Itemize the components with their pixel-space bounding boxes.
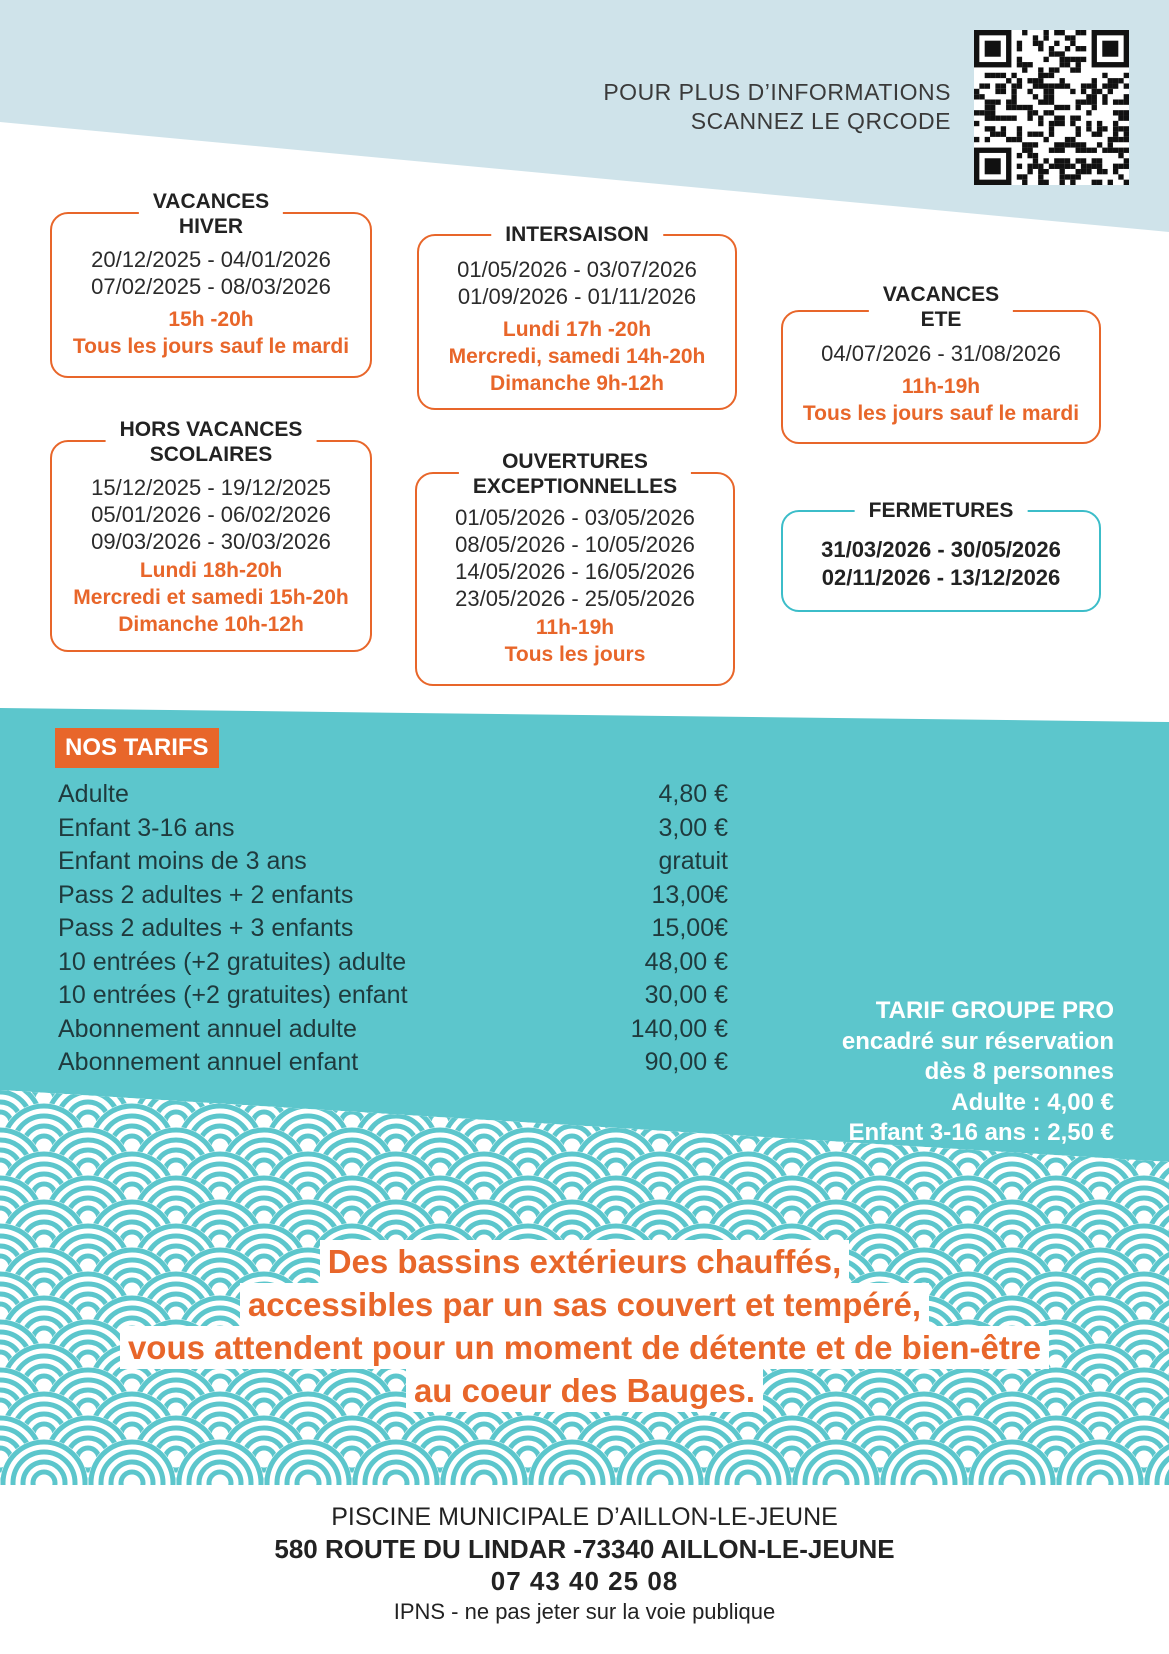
qr-code-icon[interactable] — [974, 30, 1129, 185]
price-row — [58, 1046, 728, 1080]
groupe-title: TARIF GROUPE PRO — [875, 997, 1114, 1024]
period-title-line-2: ETE — [920, 308, 962, 331]
hours-line: Tous les jours sauf le mardi — [72, 335, 350, 358]
groupe-line: Enfant 3-16 ans : 2,50 € — [848, 1119, 1114, 1146]
price-label: Enfant moins de 3 ans — [58, 847, 307, 875]
price-label: Adulte — [58, 780, 129, 808]
hours-line: 11h-19h — [535, 616, 615, 639]
period-ouvertures-exceptionnelles — [415, 450, 735, 686]
price-label: 10 entrées (+2 gratuites) enfant — [58, 981, 408, 1009]
hours-line: Mercredi, samedi 14h-20h — [448, 345, 706, 368]
price-value: 48,00 € — [644, 947, 728, 976]
price-label: Abonnement annuel enfant — [58, 1048, 359, 1076]
date-range: 01/09/2026 - 01/11/2026 — [457, 284, 697, 309]
price-row — [58, 946, 728, 980]
groupe-line: encadré sur réservation — [841, 1027, 1114, 1055]
qr-info-line-1: POUR PLUS D’INFORMATIONS — [603, 79, 951, 105]
period-hours — [419, 316, 735, 397]
price-value: 4,80 € — [658, 780, 728, 808]
price-row — [58, 1013, 728, 1047]
period-title — [459, 449, 691, 499]
date-range: 14/05/2026 - 16/05/2026 — [455, 559, 695, 584]
slogan — [0, 1240, 1169, 1412]
hours-line: 11h-19h — [901, 375, 981, 398]
tarifs-label: NOS TARIFS — [55, 728, 219, 768]
period-title — [869, 282, 1013, 332]
period-hours — [52, 557, 370, 638]
period-hors-vacances — [50, 418, 372, 652]
footer-address: 580 ROUTE DU LINDAR -73340 AILLON-LE-JEUNE — [274, 1534, 895, 1564]
price-label: 10 entrées (+2 gratuites) adulte — [58, 947, 407, 976]
period-title-line-1: OUVERTURES — [502, 450, 648, 473]
date-range: 07/02/2025 - 08/03/2026 — [91, 274, 331, 299]
period-hours — [417, 614, 733, 668]
price-value: 15,00€ — [651, 914, 728, 942]
date-range: 23/05/2026 - 25/05/2026 — [455, 586, 695, 611]
period-title-line-1: FERMETURES — [868, 499, 1014, 522]
price-value: 3,00 € — [658, 813, 728, 842]
hours-line: Tous les jours — [504, 643, 646, 666]
period-title-line-1: VACANCES — [152, 190, 270, 213]
price-value: 140,00 € — [630, 1014, 728, 1043]
qr-info-text — [603, 78, 951, 136]
period-title-line-2: EXCEPTIONNELLES — [472, 475, 678, 498]
period-title — [139, 189, 283, 239]
period-intersaison — [417, 223, 737, 410]
date-range: 15/12/2025 - 19/12/2025 — [91, 475, 331, 500]
date-range: 20/12/2025 - 04/01/2026 — [91, 247, 331, 272]
period-dates — [52, 474, 370, 555]
date-range: 08/05/2026 - 10/05/2026 — [455, 532, 695, 557]
date-range: 09/03/2026 - 30/03/2026 — [91, 529, 331, 554]
price-row — [58, 812, 728, 846]
hours-line: 15h -20h — [168, 308, 254, 331]
slogan-line: Des bassins extérieurs chauffés, — [320, 1240, 850, 1283]
period-title-line-1: HORS VACANCES — [119, 418, 303, 441]
period-fermetures — [781, 499, 1101, 612]
closure-dates — [783, 536, 1099, 592]
price-row — [58, 879, 728, 913]
period-dates — [417, 504, 733, 612]
price-list — [58, 778, 728, 1080]
price-value: 13,00€ — [651, 880, 728, 909]
period-vacances-ete — [781, 283, 1101, 444]
period-title — [855, 498, 1028, 523]
qr-info-line-2: SCANNEZ LE QRCODE — [690, 108, 951, 134]
period-hours — [783, 373, 1099, 427]
price-label: Abonnement annuel adulte — [58, 1014, 357, 1043]
price-value: 90,00 € — [644, 1048, 728, 1076]
price-row — [58, 979, 728, 1013]
period-title-line-1: INTERSAISON — [505, 223, 649, 246]
tarif-groupe-pro — [842, 996, 1114, 1149]
period-dates — [52, 246, 370, 300]
slogan-line: accessibles par un sas couvert et tempéré, — [240, 1283, 929, 1326]
period-title — [106, 417, 317, 467]
date-range: 01/05/2026 - 03/07/2026 — [457, 257, 697, 282]
groupe-line: dès 8 personnes — [924, 1058, 1114, 1085]
slogan-line: au coeur des Bauges. — [406, 1369, 763, 1412]
price-label: Pass 2 adultes + 3 enfants — [58, 914, 354, 942]
price-label: Enfant 3-16 ans — [58, 813, 235, 842]
period-title-line-2: SCOLAIRES — [149, 443, 273, 466]
period-dates — [419, 256, 735, 310]
price-row — [58, 778, 728, 812]
hours-line: Lundi 18h-20h — [139, 559, 283, 582]
date-range: 31/03/2026 - 30/05/2026 — [821, 537, 1061, 562]
date-range: 05/01/2026 - 06/02/2026 — [91, 502, 331, 527]
price-row — [58, 845, 728, 879]
period-vacances-hiver — [50, 190, 372, 378]
groupe-line: Adulte : 4,00 € — [951, 1088, 1114, 1116]
period-title-line-1: VACANCES — [882, 283, 1000, 306]
slogan-line: vous attendent pour un moment de détente et de bien-être — [120, 1326, 1049, 1369]
hours-line: Dimanche 9h-12h — [490, 372, 664, 395]
period-dates — [783, 340, 1099, 367]
price-value: 30,00 € — [644, 981, 728, 1009]
hours-line: Mercredi et samedi 15h-20h — [73, 586, 349, 609]
hours-line: Dimanche 10h-12h — [118, 613, 304, 636]
price-value: gratuit — [658, 847, 728, 875]
footer-note: IPNS - ne pas jeter sur la voie publique — [393, 1599, 776, 1624]
price-row — [58, 912, 728, 946]
date-range: 02/11/2026 - 13/12/2026 — [821, 565, 1061, 590]
date-range: 04/07/2026 - 31/08/2026 — [821, 341, 1061, 366]
price-label: Pass 2 adultes + 2 enfants — [58, 880, 354, 909]
footer — [0, 1502, 1169, 1627]
hours-line: Lundi 17h -20h — [502, 318, 652, 341]
footer-name: PISCINE MUNICIPALE D’AILLON-LE-JEUNE — [331, 1503, 838, 1531]
footer-phone: 07 43 40 25 08 — [490, 1566, 679, 1596]
hours-line: Tous les jours sauf le mardi — [802, 402, 1080, 425]
period-hours — [52, 306, 370, 360]
period-title-line-2: HIVER — [178, 215, 244, 238]
date-range: 01/05/2026 - 03/05/2026 — [455, 505, 695, 530]
period-title — [491, 222, 663, 247]
